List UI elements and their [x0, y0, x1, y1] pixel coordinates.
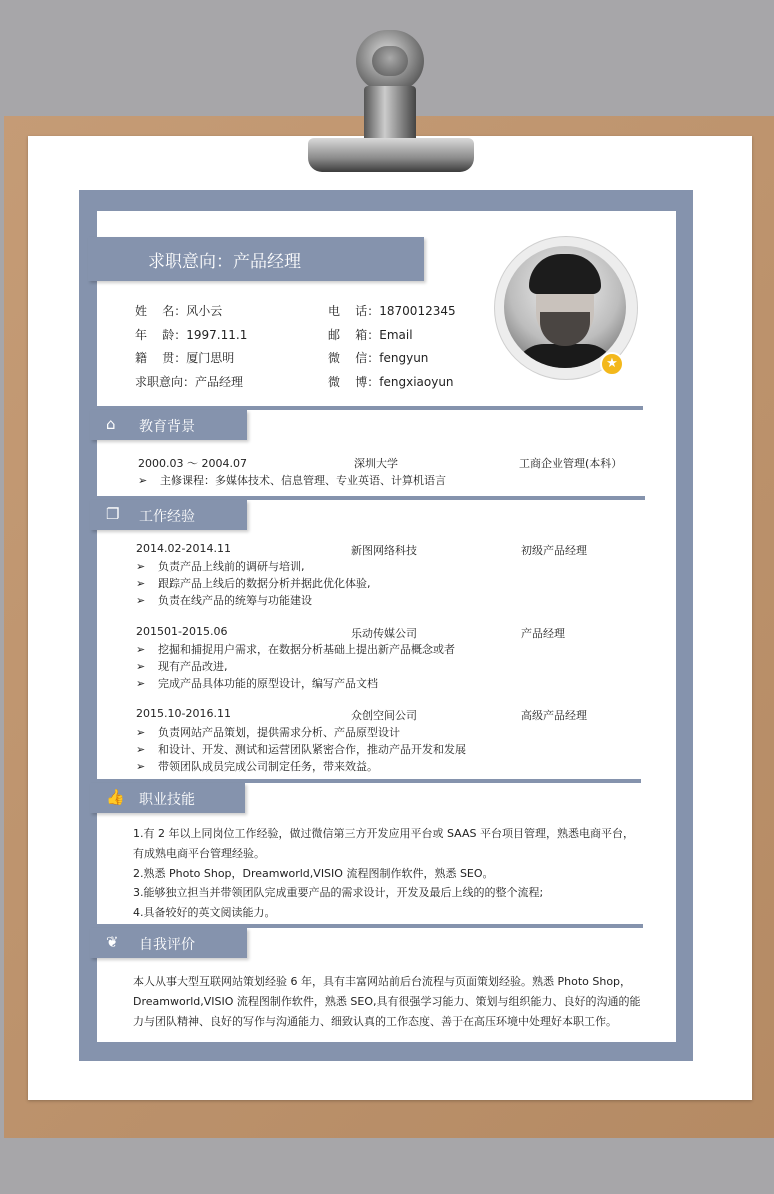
section-header-skills: 👍 职业技能 — [90, 783, 245, 813]
section-header-work: ❐ 工作经验 — [90, 500, 247, 530]
briefcase-icon: ❐ — [106, 505, 120, 523]
graduation-cap-icon: ⌂ — [106, 415, 116, 433]
education-date: 2000.03 ～ 2004.07 — [138, 457, 247, 470]
self-eval-line: 力与团队精神、良好的写作与沟通能力、细致认真的工作态度、善于在高压环境中处理好本职工作。 — [133, 1015, 617, 1028]
job-company: 乐动传媒公司 — [351, 627, 417, 640]
info-wechat: 微 信：fengyun — [328, 351, 429, 365]
job-date: 201501-2015.06 — [136, 625, 228, 638]
avatar — [504, 246, 626, 368]
skill-line: 4.具备较好的英文阅读能力。 — [133, 906, 276, 919]
job-company: 众创空间公司 — [351, 709, 417, 722]
page-title: 求职意向：产品经理 — [148, 252, 301, 272]
job-duty: ➢ 负责在线产品的统筹与功能建设 — [136, 594, 312, 607]
job-duty: ➢ 和设计、开发、测试和运营团队紧密合作，推动产品开发和发展 — [136, 743, 466, 756]
job-duty: ➢ 挖掘和捕捉用户需求，在数据分析基础上提出新产品概念或者 — [136, 643, 455, 656]
info-email: 邮 箱：Email — [328, 328, 413, 342]
skill-line: 有成熟电商平台管理经验。 — [133, 847, 265, 860]
job-duty: ➢ 负责网站产品策划，提供需求分析、产品原型设计 — [136, 726, 400, 739]
job-position: 产品经理 — [521, 627, 565, 640]
section-header-education: ⌂ 教育背景 — [90, 410, 247, 440]
self-eval-line: 本人从事大型互联网站策划经验 6 年，具有丰富网站前后台流程与页面策划经验。熟悉 Photo Shop， — [133, 975, 632, 988]
job-duty: ➢ 带领团队成员完成公司制定任务，带来效益。 — [136, 760, 378, 773]
info-weibo: 微 博：fengxiaoyun — [328, 375, 454, 389]
job-date: 2015.10-2016.11 — [136, 707, 231, 720]
job-date: 2014.02-2014.11 — [136, 542, 231, 555]
education-major: 工商企业管理(本科） — [519, 457, 623, 470]
job-position: 高级产品经理 — [521, 709, 587, 722]
info-intent: 求职意向：产品经理 — [135, 375, 244, 389]
skill-line: 2.熟悉 Photo Shop，Dreamworld,VISIO 流程图制作软件，熟悉 SEO。 — [133, 867, 494, 880]
cherry-icon: ❦ — [106, 933, 119, 951]
job-duty: ➢ 完成产品具体功能的原型设计，编写产品文档 — [136, 677, 378, 690]
job-duty: ➢ 现有产品改进, — [136, 660, 228, 673]
job-position: 初级产品经理 — [521, 544, 587, 557]
self-eval-line: Dreamworld,VISIO 流程图制作软件，熟悉 SEO,具有很强学习能力、策划与组织能力、良好的沟通的能 — [133, 995, 641, 1008]
skill-line: 1.有 2 年以上同岗位工作经验，做过微信第三方开发应用平台或 SAAS 平台项目管理，熟悉电商平台， — [133, 827, 635, 840]
education-courses: ➢ 主修课程：多媒体技术、信息管理、专业英语、计算机语言 — [138, 474, 446, 487]
binder-clip-base — [308, 138, 474, 172]
job-duty: ➢ 跟踪产品上线后的数据分析并据此优化体验, — [136, 577, 371, 590]
info-age: 年 龄：1997.11.1 — [135, 328, 248, 342]
section-header-self-evaluation: ❦ 自我评价 — [90, 928, 247, 958]
title-bar — [88, 237, 424, 281]
job-company: 新图网络科技 — [351, 544, 417, 557]
skill-line: 3.能够独立担当并带领团队完成重要产品的需求设计，开发及最后上线的的整个流程; — [133, 886, 544, 899]
info-name: 姓 名：风小云 — [135, 304, 223, 318]
info-phone: 电 话：1870012345 — [328, 304, 456, 318]
binder-clip-hole — [372, 46, 408, 76]
info-origin: 籍 贯：厦门思明 — [135, 351, 235, 365]
education-school: 深圳大学 — [354, 457, 398, 470]
thumbs-up-icon: 👍 — [106, 788, 125, 806]
job-duty: ➢ 负责产品上线前的调研与培训, — [136, 560, 305, 573]
star-icon: ★ — [600, 352, 624, 376]
binder-clip-arm — [364, 86, 416, 144]
